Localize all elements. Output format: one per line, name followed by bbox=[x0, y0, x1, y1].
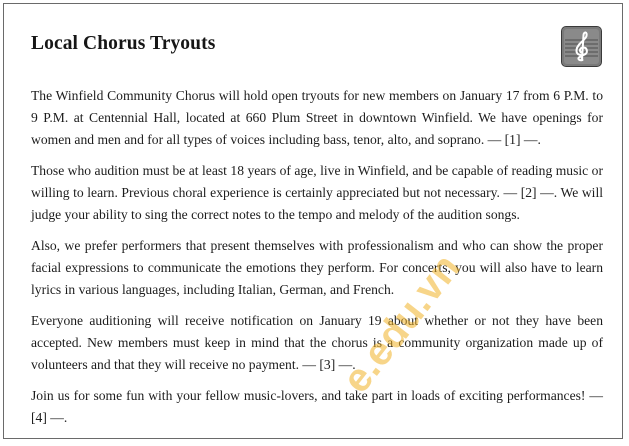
watermark: e.edu.vn bbox=[334, 246, 469, 402]
treble-clef-icon bbox=[562, 27, 601, 66]
paragraph-3: Also, we prefer performers that present themselves with professionalism and who can show the proper facial expressions to communicate the emotions they perform. For concerts, you will also have to learn lyrics in various languages, including Italian, German, and French. bbox=[31, 238, 603, 297]
music-badge bbox=[561, 26, 602, 67]
paragraph-2: Those who audition must be at least 18 years of age, live in Winfield, and be capable of reading music or willing to learn. Previous choral experience is certainly appreciated but not necessary. — [2] —. We will judge your ability to sing the correct notes to the tempo and melody of the audition songs. bbox=[31, 163, 603, 222]
paragraph-5: Join us for some fun with your fellow music-lovers, and take part in loads of exciting performances! — [4] —. bbox=[31, 388, 603, 425]
article-title: Local Chorus Tryouts bbox=[31, 33, 216, 54]
paragraph-1: The Winfield Community Chorus will hold open tryouts for new members on January 17 from 6 P.M. to 9 P.M. at Centennial Hall, located at 660 Plum Street in downtown Winfield. We have openings for women and men and for all types of voices including bass, tenor, alto, and soprano. — [1] —. bbox=[31, 88, 603, 147]
paragraph-4: Everyone auditioning will receive notification on January 19 about whether or not they have been accepted. New members must keep in mind that the chorus is a community organization made up of volunteers and that they will receive no payment. — [3] —. bbox=[31, 313, 603, 372]
article-body bbox=[31, 85, 603, 438]
article-frame bbox=[3, 3, 623, 439]
